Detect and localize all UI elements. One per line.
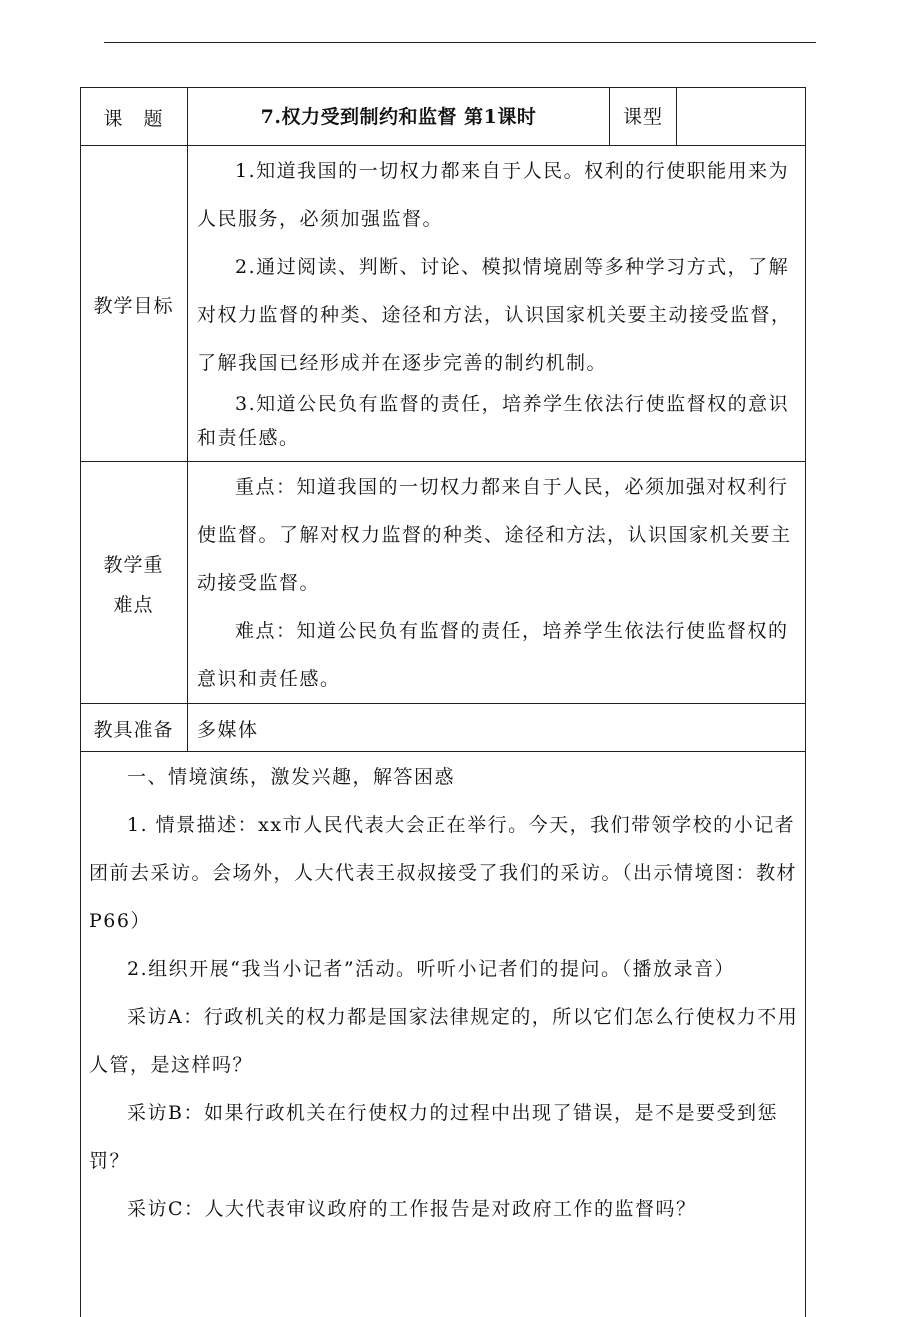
key-point-item: 重点：知道我国的一切权力都来自于人民，必须加强对权利行使监督。了解对权力监督的种类、途径和方法，认识国家机关要主动接受监督。	[197, 476, 792, 594]
objective-item: 1.知道我国的一切权力都来自于人民。权利的行使职能用来为人民服务，必须加强监督。	[197, 160, 790, 230]
tools-label: 教具准备	[93, 719, 174, 741]
tools-value: 多媒体	[197, 719, 259, 741]
table-border	[187, 87, 188, 751]
process-paragraph: 一、情境演练，激发兴趣，解答困惑	[127, 766, 456, 788]
process-paragraph: 采访B：如果行政机关在行使权力的过程中出现了错误，是不是要受到惩罚？	[89, 1102, 778, 1172]
objective-item: 3.知道公民负有监督的责任，培养学生依法行使监督权的意识和责任感。	[197, 393, 790, 449]
process-content	[89, 753, 799, 1233]
table-border	[676, 87, 677, 145]
key-point-item: 难点：知道公民负有监督的责任，培养学生依法行使监督权的意识和责任感。	[197, 620, 789, 690]
lesson-plan-table	[80, 87, 806, 1317]
table-border	[80, 703, 806, 704]
lesson-title: 7.权力受到制约和监督 第1课时	[260, 106, 537, 128]
lesson-type-label: 课型	[622, 106, 663, 128]
table-border	[80, 87, 81, 1317]
key-points-label-line2: 难点	[113, 594, 154, 616]
table-border	[80, 145, 806, 146]
objectives-content	[197, 147, 801, 455]
objective-item: 2.通过阅读、判断、讨论、模拟情境剧等多种学习方式，了解对权力监督的种类、途径和方法，认识国家机关要主动接受监督，了解我国已经形成并在逐步完善的制约机制。	[197, 256, 792, 374]
process-paragraph: 采访C：人大代表审议政府的工作报告是对政府工作的监督吗？	[127, 1198, 697, 1220]
process-paragraph: 2.组织开展“我当小记者”活动。听听小记者们的提问。（播放录音）	[127, 958, 736, 980]
key-points-content	[197, 463, 801, 703]
table-border	[80, 461, 806, 462]
process-paragraph: 采访A：行政机关的权力都是国家法律规定的，所以它们怎么行使权力不用人管，是这样吗？	[89, 1006, 799, 1076]
process-paragraph: 1. 情景描述：xx市人民代表大会正在举行。今天，我们带领学校的小记者团前去采访。会场外，人大代表王叔叔接受了我们的采访。（出示情境图：教材P66）	[89, 814, 798, 932]
table-border	[805, 87, 806, 1317]
header-rule	[104, 42, 816, 43]
key-points-label-line1: 教学重	[103, 554, 164, 576]
objectives-label: 教学目标	[93, 295, 174, 317]
key-points-label	[80, 545, 187, 625]
table-border	[80, 751, 806, 752]
table-border	[80, 87, 806, 88]
subject-label: 课 题	[103, 108, 164, 130]
